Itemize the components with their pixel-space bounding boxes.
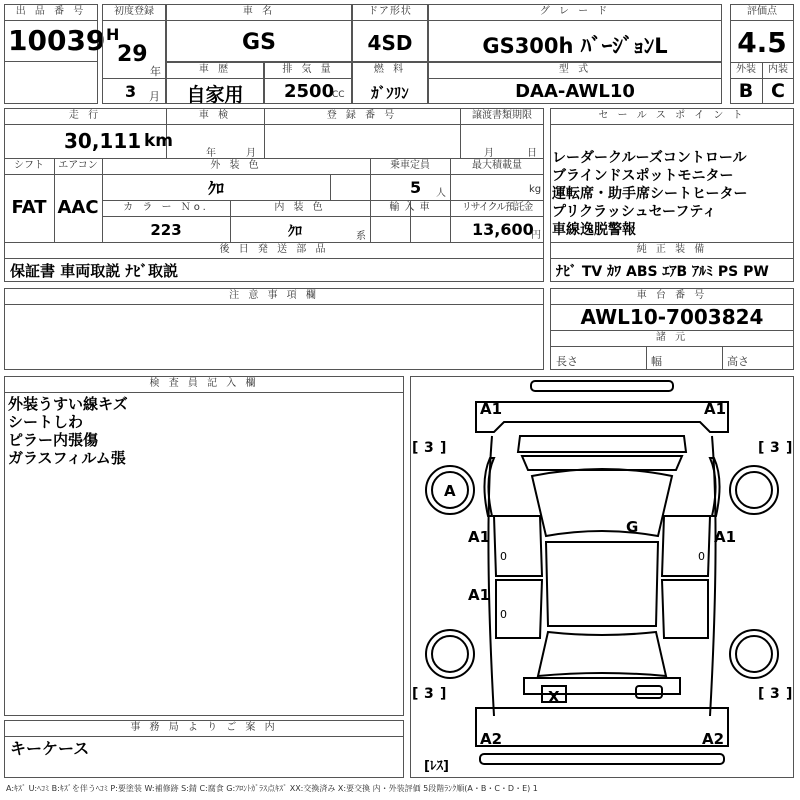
inspector-note: 外装うすい線キズ — [8, 395, 128, 413]
height-label: 高さ — [727, 355, 749, 368]
displacement-label: 排 気 量 — [282, 64, 334, 75]
shift: FAT — [11, 197, 47, 218]
tire-bracket: [ — [412, 686, 419, 702]
office-label: 事 務 局 よ り ご 案 内 — [130, 722, 278, 733]
mileage: 30,111 — [64, 129, 142, 153]
kei-unit: 系 — [356, 231, 366, 242]
car-name-label: 車 名 — [242, 6, 276, 17]
score: 4.5 — [737, 26, 787, 59]
kg-unit: kg — [529, 184, 542, 195]
reg-year: 29 — [117, 42, 148, 67]
fuel: ｶﾞｿﾘﾝ — [371, 84, 409, 102]
chassis-number: AWL10-7003824 — [580, 305, 764, 329]
inspector-note: ガラスフィルム張 — [8, 449, 126, 467]
mark-g-windscreen: G — [626, 518, 639, 536]
spec-label: 諸 元 — [655, 332, 689, 343]
mileage-label: 走 行 — [68, 110, 102, 121]
sales-point: ブラインドスポットモニター — [552, 168, 734, 184]
int-label: 内装 — [768, 64, 788, 75]
tire-bracket: [ — [758, 686, 765, 702]
sales-point: 車線逸脱警報 — [552, 222, 636, 238]
color-label: 外 装 色 — [210, 160, 262, 171]
deadline-day: 日 — [527, 148, 537, 159]
ac: AAC — [57, 197, 99, 218]
tire-bracket: [ — [758, 440, 765, 456]
tire-depth-fr: 3 — [770, 440, 780, 456]
tire-depth-fl: 3 — [424, 440, 434, 456]
colorno: 223 — [150, 221, 182, 239]
tire-depth-rr: 3 — [770, 686, 780, 702]
mark-x-rear: X — [548, 688, 560, 706]
office-text: キーケース — [10, 739, 90, 758]
tire-bracket: ] — [440, 440, 447, 456]
inspector-label: 検 査 員 記 入 欄 — [149, 378, 259, 389]
shift-label: シフト — [14, 160, 44, 171]
inspector-notes — [8, 395, 398, 467]
sales-label: セ ー ル ス ポ イ ン ト — [598, 110, 746, 121]
ac-label: エアコン — [58, 160, 98, 171]
model-label: 型 式 — [558, 64, 592, 75]
chassis-label: 車 台 番 号 — [636, 290, 708, 301]
color: ｸﾛ — [207, 179, 224, 198]
reg-month: 3 — [125, 82, 137, 101]
history: 自家用 — [186, 84, 244, 106]
equip-label: 純 正 装 備 — [636, 244, 708, 255]
first-reg-label: 初度登録 — [114, 6, 154, 17]
mark-zero: 0 — [698, 550, 705, 563]
mark-a1-front-left: A1 — [480, 400, 503, 418]
reg-era: H — [106, 25, 120, 44]
regno-label: 登 録 番 号 — [326, 110, 398, 121]
colorno-label: カ ラ ー Ｎo. — [123, 202, 209, 213]
capacity-label: 乗車定員 — [390, 160, 430, 171]
km-unit: km — [144, 131, 174, 151]
insp-month: 月 — [246, 148, 256, 159]
sales-point: プリクラッシュセーフティ — [552, 204, 717, 220]
recycle-label: リサイクル預託金 — [461, 202, 533, 213]
sales-point: レーダークルーズコントロール — [552, 150, 747, 166]
year-unit: 年 — [150, 65, 161, 78]
grade: GS300h ﾊﾞｰｼﾞｮﾝL — [482, 34, 668, 58]
car-name: GS — [242, 30, 276, 55]
interior-label: 内 装 色 — [274, 202, 326, 213]
width-label: 幅 — [651, 355, 662, 368]
tire-bracket: ] — [440, 686, 447, 702]
door-label: ドア形状 — [368, 6, 412, 17]
caution-label: 注 意 事 項 欄 — [229, 290, 319, 301]
month-unit: 月 — [149, 90, 160, 103]
deadline-month: 月 — [484, 148, 494, 159]
mark-a1-front-right: A1 — [704, 400, 727, 418]
displacement: 2500 — [284, 81, 335, 102]
car-diagram — [410, 376, 794, 778]
equipment: ﾅﾋﾞ TV ｶﾜ ABS ｴｱB ｱﾙﾐ PS PW — [556, 264, 769, 280]
door: 4SD — [367, 31, 413, 55]
mark-a2-rear-left: A2 — [480, 730, 503, 748]
import-label: 輸 入 車 — [389, 202, 431, 213]
spare-tire-label: [ﾚｽ] — [424, 759, 449, 774]
person-unit: 人 — [436, 188, 446, 199]
tire-bracket: [ — [412, 440, 419, 456]
mark-a1-door-rl: A1 — [468, 586, 491, 604]
recycle: 13,600 — [472, 220, 534, 239]
tire-depth-rl: 3 — [424, 686, 434, 702]
fuel-label: 燃 料 — [373, 64, 407, 75]
interior: ｸﾛ — [288, 224, 302, 240]
yen-unit: 円 — [531, 230, 541, 241]
length-label: 長さ — [556, 355, 578, 368]
grade-label: グ レ ー ド — [539, 6, 611, 17]
int-score: C — [771, 80, 785, 102]
ext-score: B — [738, 80, 754, 102]
later-label: 後 日 発 送 部 品 — [219, 244, 329, 255]
capacity: 5 — [410, 178, 422, 197]
sales-point: 運転席・助手席シートヒーター — [552, 186, 748, 202]
mark-a1-door-fr: A1 — [714, 528, 737, 546]
tire-bracket: ] — [786, 686, 793, 702]
mark-a1-door-fl: A1 — [468, 528, 491, 546]
lot-number: 10039 — [8, 24, 106, 57]
mark-zero: 0 — [500, 608, 507, 621]
model: DAA-AWL10 — [515, 81, 635, 102]
deadline-label: 譲渡書類期限 — [472, 110, 532, 121]
lot-label: 出 品 番 号 — [15, 6, 87, 17]
load-label: 最大積載量 — [472, 160, 522, 171]
later-parts: 保証書 車両取説 ﾅﾋﾞ取説 — [10, 262, 178, 280]
sales-points — [552, 149, 792, 239]
ext-label: 外装 — [736, 64, 756, 75]
mark-zero: 0 — [500, 550, 507, 563]
tire-bracket: ] — [786, 440, 793, 456]
history-label: 車 歴 — [198, 64, 232, 75]
inspector-note: シートしわ — [8, 413, 84, 431]
legend: A:ｷｽﾞ U:ﾍｺﾐ B:ｷｽﾞを伴うﾍｺﾐ P:要塗装 W:補修跡 S:錆 C:腐食 G:ﾌﾛﾝﾄｶﾞﾗｽ点ｷｽﾞ XX:交換済み X:要交換 内・外装評価 5段階ﾗﾝｸ順(A・B・C・D・E) 1 — [6, 784, 538, 793]
mark-a2-rear-right: A2 — [702, 730, 725, 748]
inspector-note: ピラー内張傷 — [8, 431, 99, 449]
inspection-label: 車 検 — [198, 110, 232, 121]
score-label: 評価点 — [747, 6, 777, 17]
insp-year: 年 — [206, 148, 216, 159]
mark-a-wheel: A — [444, 482, 456, 500]
cc-unit: CC — [332, 90, 345, 100]
